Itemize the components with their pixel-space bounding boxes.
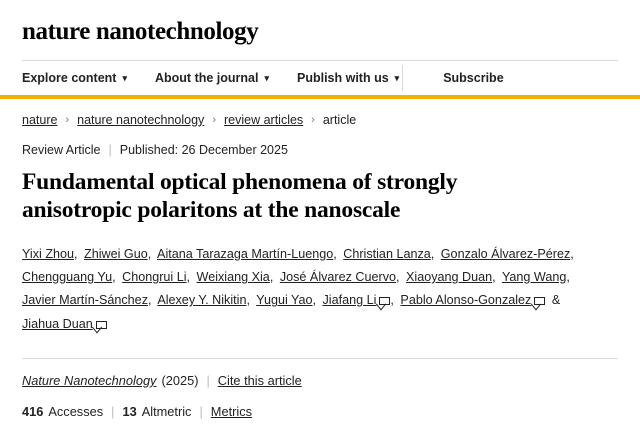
author-separator: , xyxy=(148,293,152,308)
author-entry xyxy=(157,293,253,307)
nav-divider xyxy=(402,65,403,91)
chevron-down-icon: ▾ xyxy=(264,73,269,83)
breadcrumb-item-review-articles[interactable]: review articles xyxy=(223,112,304,127)
accesses-count: 416 xyxy=(22,404,44,419)
author-separator: , xyxy=(390,293,394,308)
author-separator: , xyxy=(396,270,400,285)
author-link[interactable]: Chongrui Li xyxy=(122,270,187,285)
meta-divider: | xyxy=(206,373,210,388)
email-icon[interactable] xyxy=(96,321,107,329)
nav-item-publish-with-us[interactable] xyxy=(297,71,399,85)
article-published-date: Published: 26 December 2025 xyxy=(119,142,288,157)
author-entry xyxy=(280,270,403,284)
article-metrics xyxy=(22,404,618,419)
breadcrumb-item-nature-nanotechnology[interactable]: nature nanotechnology xyxy=(77,112,205,127)
cite-article-link[interactable]: Cite this article xyxy=(217,373,302,388)
journal-name-link[interactable]: Nature Nanotechnology xyxy=(22,373,157,388)
author-separator: , xyxy=(566,270,570,285)
meta-divider: | xyxy=(108,142,112,157)
author-separator: , xyxy=(112,270,116,285)
accesses-label: Accesses xyxy=(48,404,104,419)
journal-citation xyxy=(22,358,618,388)
author-list xyxy=(22,243,618,336)
main-navigation xyxy=(22,60,618,95)
author-separator: , xyxy=(570,246,574,261)
author-entry xyxy=(22,247,81,261)
nav-item-about-the-journal[interactable] xyxy=(155,71,269,85)
author-link[interactable]: José Álvarez Cuervo xyxy=(279,270,397,285)
author-entry xyxy=(323,293,397,307)
author-link[interactable]: Zhiwei Guo xyxy=(84,246,148,261)
breadcrumb-current: article xyxy=(322,112,357,127)
author-link[interactable]: Javier Martín-Sánchez xyxy=(22,293,148,308)
altmetric-label: Altmetric xyxy=(141,404,192,419)
nav-item-subscribe[interactable]: Subscribe xyxy=(443,70,504,85)
article-meta xyxy=(22,143,618,157)
author-separator: , xyxy=(492,270,496,285)
author-link[interactable]: Gonzalo Álvarez-Pérez xyxy=(440,246,571,261)
journal-year: (2025) xyxy=(161,373,199,388)
author-link[interactable]: Weixiang Xia xyxy=(196,270,270,285)
meta-divider: | xyxy=(199,404,203,419)
author-link[interactable]: Yugui Yao xyxy=(256,293,313,308)
breadcrumb-item-nature[interactable]: nature xyxy=(22,112,58,127)
author-entry xyxy=(122,270,193,284)
journal-logo[interactable]: nature nanotechnology xyxy=(22,18,259,45)
author-conjunction: & xyxy=(551,293,561,308)
author-link[interactable]: Xiaoyang Duan xyxy=(406,270,493,285)
author-entry xyxy=(441,247,577,261)
author-entry xyxy=(256,293,319,307)
breadcrumb-separator-icon: › xyxy=(65,113,70,126)
nav-item-label: Explore content xyxy=(22,70,117,85)
author-entry xyxy=(400,293,545,307)
author-entry xyxy=(502,270,573,284)
author-link[interactable]: Yixi Zhou xyxy=(22,246,75,261)
masthead xyxy=(0,0,640,52)
author-separator: , xyxy=(333,246,337,261)
nav-item-label: Publish with us xyxy=(297,70,389,85)
metrics-link[interactable]: Metrics xyxy=(210,404,253,419)
author-separator: , xyxy=(74,246,78,261)
author-separator: , xyxy=(147,246,152,261)
author-link[interactable]: Alexey Y. Nikitin xyxy=(157,293,247,308)
breadcrumb-separator-icon: › xyxy=(212,113,216,126)
author-entry xyxy=(343,247,437,261)
article-type: Review Article xyxy=(22,142,101,157)
author-separator: , xyxy=(186,270,191,285)
author-entry xyxy=(22,317,107,331)
nav-item-explore-content[interactable] xyxy=(22,71,127,85)
author-link[interactable]: Pablo Alonso-Gonzalez xyxy=(400,293,532,308)
email-icon[interactable] xyxy=(534,297,545,305)
author-link[interactable]: Aitana Tarazaga Martín-Luengo xyxy=(157,246,334,261)
author-separator: , xyxy=(246,293,250,308)
breadcrumb xyxy=(0,99,640,127)
author-entry xyxy=(22,293,155,307)
email-icon[interactable] xyxy=(379,297,390,305)
author-separator: , xyxy=(430,246,435,261)
author-link[interactable]: Yang Wang xyxy=(501,270,567,285)
author-separator: , xyxy=(269,270,274,285)
chevron-down-icon: ▾ xyxy=(394,73,400,83)
author-link[interactable]: Jiafang Li xyxy=(322,293,377,308)
article-header xyxy=(0,143,640,420)
altmetric-count: 13 xyxy=(122,404,137,419)
nav-item-label: About the journal xyxy=(155,70,259,85)
meta-divider: | xyxy=(111,404,115,419)
breadcrumb-separator-icon: › xyxy=(311,113,315,126)
author-link[interactable]: Christian Lanza xyxy=(343,246,431,261)
author-separator: , xyxy=(312,293,316,308)
page-title: Fundamental optical phenomena of strongly anisotropic polaritons at the nanoscale xyxy=(22,168,458,224)
author-entry xyxy=(84,247,154,261)
author-entry xyxy=(157,247,340,261)
author-entry xyxy=(22,270,119,284)
chevron-down-icon: ▾ xyxy=(122,73,127,83)
author-link[interactable]: Jiahua Duan xyxy=(22,316,93,331)
author-link[interactable]: Chengguang Yu xyxy=(22,270,113,285)
author-entry xyxy=(406,270,499,284)
author-entry xyxy=(197,270,277,284)
